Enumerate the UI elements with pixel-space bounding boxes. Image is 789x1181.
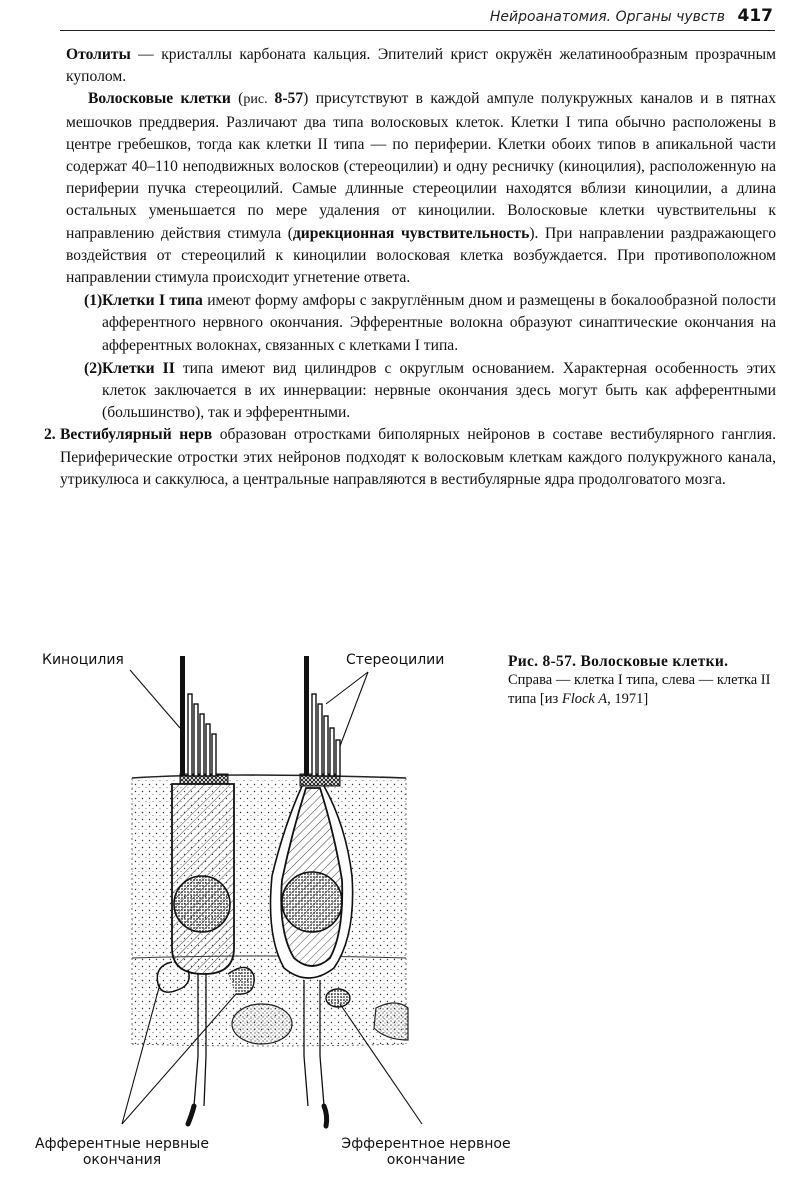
hair-cells-text-a: присутствуют в каждой ампуле полукружных каналов и в пятнах мешочков преддверия. Различают два типа волосковых клеток. Клетки I типа обычно расположены в центре гребешков, тогда как клетки II типа — по периферии. Клетки обоих типов в апикальной части содержат 40–110 неподвижных волосков (стереоцилии) и одну ресничку (киноцилия), расположенную на периферии пучка стереоцилий. Самые длинные стереоцилии находятся вблизи киноцилии, а длина остальных уменьшается по мере удаления от киноцилии. Волосковые клетки чувствительны к направлению действия стимула ( <box>66 90 776 242</box>
label-efferent-line2: окончание <box>386 1152 466 1168</box>
figure-caption <box>508 652 780 709</box>
hair-cells-figure <box>22 636 522 1176</box>
label-efferent-ending <box>326 1136 526 1168</box>
type1-nucleus <box>282 872 342 932</box>
paragraph-otoliths <box>66 44 776 88</box>
type1-text: имеют форму амфоры с закруглённым дном и размещены в бокалообразной полости афферентного нервного окончания. Эфферентные волокна образуют синаптические окончания на афферентных волокнах, связанных с клетками I типа. <box>102 292 777 354</box>
list-number-nerve: 2. <box>44 426 56 444</box>
running-header <box>60 4 775 31</box>
label-afferent-line1: Афферентные нервные <box>35 1136 209 1152</box>
caption-text-b: , 1971] <box>607 691 649 707</box>
term-hair-cells: Волосковые клетки <box>88 90 231 108</box>
type1-kinocilium <box>304 656 309 776</box>
list-number-2: (2) <box>84 359 103 377</box>
label-afferent-endings <box>22 1136 222 1168</box>
ref-close: ) <box>303 90 309 108</box>
caption-body <box>508 671 780 709</box>
label-kinocilium: Киноцилия <box>42 652 124 668</box>
hair-cells-text-b: ). При направлении раздражающего воздействия от стереоцилий к киноцилии волосковая клетка возбуждается. При противоположном направлении стимула происходит угнетение ответа. <box>66 224 776 287</box>
otoliths-text: — кристаллы карбоната кальция. Эпителий крист окружён желатинообразным прозрачным куполом. <box>66 46 776 86</box>
list-item-vestibular-nerve <box>44 424 776 491</box>
type2-kinocilium <box>180 656 185 776</box>
body-text <box>44 44 777 491</box>
term-type2-cells: Клетки II <box>102 359 175 377</box>
type2-nucleus <box>174 876 230 932</box>
page-number: 417 <box>737 6 773 26</box>
list-item-type2 <box>66 358 776 425</box>
figure-ref-number: 8-57 <box>274 90 304 108</box>
list-item-type1 <box>66 290 776 357</box>
label-stereocilia: Стереоцилии <box>346 652 445 668</box>
term-type1-cells: Клетки I типа <box>102 292 203 310</box>
supporting-cell-nucleus <box>232 1004 292 1044</box>
caption-title: Рис. 8-57. Волосковые клетки. <box>508 653 729 670</box>
label-efferent-line1: Эфферентное нервное <box>341 1136 511 1152</box>
term-vestibular-nerve: Вестибулярный нерв <box>60 426 213 444</box>
paragraph-hair-cells <box>66 88 776 289</box>
vestibular-nerve-text: образован отростками биполярных нейронов в составе вестибулярного ганглия. Периферические отростки этих нейронов подходят к волосковым клеткам каждого полукружного канала, утрикулюса и саккулюса, а центральные направляются в вестибулярные ядра продолговатого мозга. <box>60 426 776 488</box>
efferent-ending <box>326 989 350 1007</box>
type1-hair-cell <box>271 656 353 1126</box>
caption-source: Flock A <box>561 691 608 707</box>
type2-text: типа имеют вид цилиндров с округлым основанием. Характерная особенность этих клеток заключается в их иннервации: нервные окончания здесь могут быть как афферентными (большинство), так и эфферентными. <box>102 359 776 422</box>
caption-text-a: Справа — клетка I типа, слева — клетка II типа [из <box>508 672 771 707</box>
running-title: Нейроанатомия. Органы чувств <box>489 9 725 25</box>
ref-open: ( <box>230 90 244 108</box>
term-otoliths: Отолиты <box>66 46 131 63</box>
figure-ref-prefix: рис. <box>243 92 275 108</box>
hair-cells-illustration <box>22 636 522 1176</box>
term-directional-sensitivity: дирекционная чувствительность <box>292 224 530 242</box>
label-afferent-line2: окончания <box>82 1152 162 1168</box>
list-number-1: (1) <box>84 292 103 310</box>
